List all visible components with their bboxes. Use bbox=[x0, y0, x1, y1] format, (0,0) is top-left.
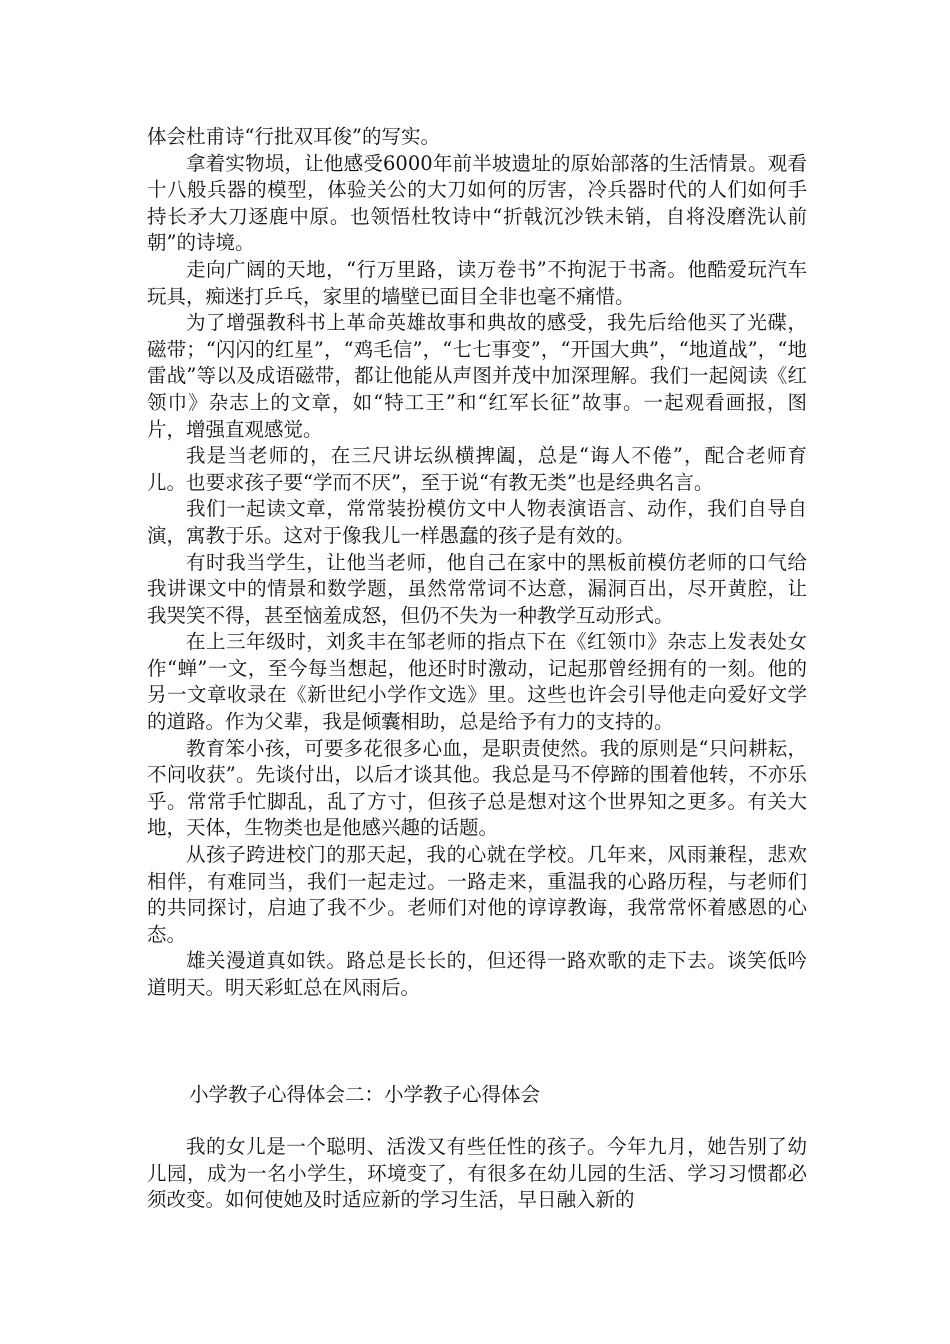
paragraph-xun-artifact: 拿着实物埙，让他感受6000年前半坡遗址的原始部落的生活情景。观看十八般兵器的模型，体验关公的大刀如何的厉害，冷兵器时代的人们如何手持长矛大刀逐鹿中原。也领悟杜牧诗中“折戟沉沙铁未销，自将没磨洗认前朝”的诗境。 bbox=[147, 151, 807, 255]
paragraph-travel: 走向广阔的天地，“行万里路，读万卷书”不拘泥于书斋。他酷爱玩汽车玩具，痴迷打乒乓，家里的墙壁已面目全非也毫不痛惜。 bbox=[147, 257, 807, 308]
paragraph-teacher: 我是当老师的，在三尺讲坛纵横捭阖，总是“诲人不倦”，配合老师育儿。也要求孩子要“学而不厌”，至于说“有教无类”也是经典名言。 bbox=[147, 444, 807, 494]
section-title: 小学教子心得体会二：小学教子心得体会 bbox=[189, 1082, 541, 1106]
paragraph-school-days: 从孩子跨进校门的那天起，我的心就在学校。几年来，风雨兼程，悲欢相伴，有难同当，我们一起走过。一路走来，重温我的心路历程，与老师们的共同探讨，启迪了我不少。老师们对他的谆谆教诲，我常常怀着感恩的心态。 bbox=[147, 843, 807, 946]
document-body bbox=[147, 124, 807, 1214]
paragraph-effort: 教育笨小孩，可要多花很多心血，是职责使然。我的原则是“只问耕耘，不问收获”。先谈付出，以后才谈其他。我总是马不停蹄的围着他转，不亦乐乎。常常手忙脚乱，乱了方寸，但孩子总是想对这个世界知之更多。有关大地，天体，生物类也是他感兴趣的话题。 bbox=[147, 736, 807, 840]
paragraph-roleplay: 我们一起读文章，常常装扮模仿文中人物表演语言、动作，我们自导自演，寓教于乐。这对于像我儿一样愚蠢的孩子是有效的。 bbox=[147, 497, 807, 547]
paragraph-continuation: 体会杜甫诗“行批双耳俊”的写实。 bbox=[147, 125, 440, 148]
paragraph-closing: 雄关漫道真如铁。路总是长长的，但还得一路欢歌的走下去。谈笑低吟道明天。明天彩虹总在风雨后。 bbox=[147, 949, 807, 999]
paragraph-daughter: 我的女儿是一个聪明、活泼又有些任性的孩子。今年九月，她告别了幼儿园，成为一名小学生，环境变了，有很多在幼儿园的生活、学习习惯都必须改变。如何使她及时适应新的学习生活，早日融入新的 bbox=[147, 1135, 807, 1212]
paragraph-media: 为了增强教科书上革命英雄故事和典故的感受，我先后给他买了光碟，磁带；“闪闪的红星”，“鸡毛信”，“七七事变”，“开国大典”，“地道战”，“地雷战”等以及成语磁带，都让他能从声图并茂中加深理解。我们一起阅读《红领巾》杂志上的文章，如“特工王”和“红军长征”故事。一起观看画报，图片，增强直观感觉。 bbox=[147, 311, 807, 441]
paragraph-role-swap: 有时我当学生，让他当老师，他自己在家中的黑板前模仿老师的口气给我讲课文中的情景和数学题，虽然常常词不达意，漏洞百出，尽开黄腔，让我哭笑不得，甚至恼羞成怒，但仍不失为一种教学互动形式。 bbox=[147, 550, 807, 627]
paragraph-publication: 在上三年级时，刘炙丰在邹老师的指点下在《红领巾》杂志上发表处女作“蝉”一文，至今每当想起，他还时时激动，记起那曾经拥有的一刻。他的另一文章收录在《新世纪小学作文选》里。这些也许会引导他走向爱好文学的道路。作为父辈，我是倾囊相助，总是给予有力的支持的。 bbox=[147, 630, 807, 734]
